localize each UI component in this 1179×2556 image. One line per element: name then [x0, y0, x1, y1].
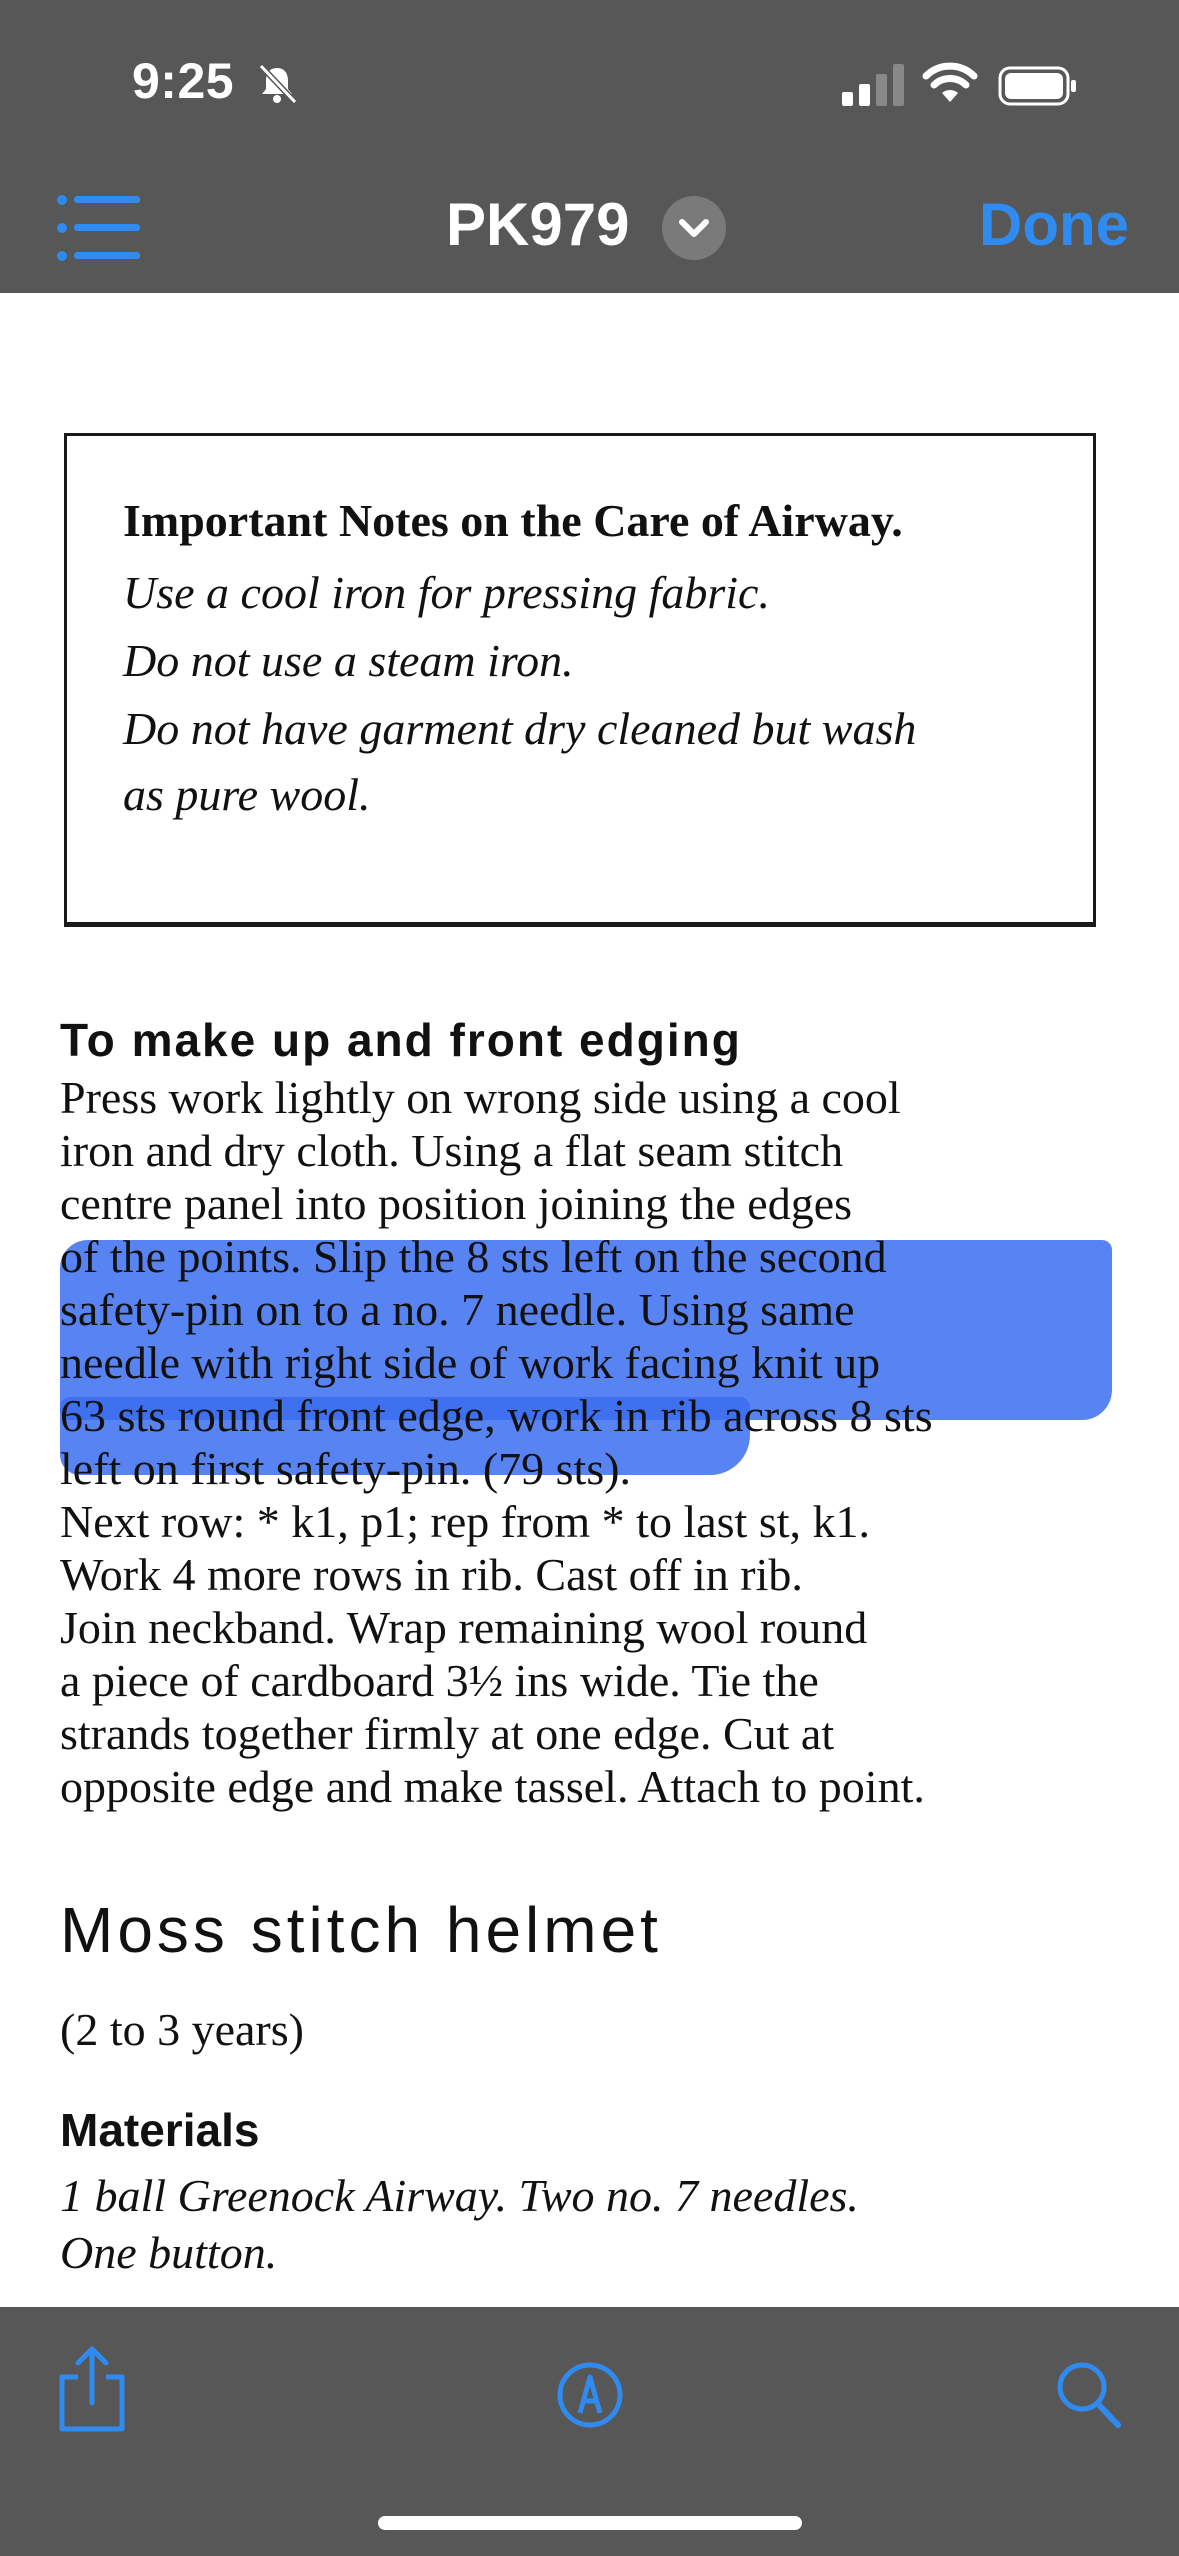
- care-notes-title: Important Notes on the Care of Airway.: [123, 495, 903, 546]
- edging-instructions: [60, 1071, 1100, 1871]
- text-line: Work 4 more rows in rib. Cast off in rib.: [60, 1549, 803, 1600]
- text-line: a piece of cardboard 3½ ins wide. Tie the: [60, 1655, 819, 1706]
- materials-text: [60, 2169, 1100, 2279]
- text-line: strands together firmly at one edge. Cut at: [60, 1708, 835, 1759]
- text-line: Next row: * k1, p1; rep from * to last st, k1.: [60, 1496, 871, 1547]
- home-indicator[interactable]: [378, 2516, 802, 2530]
- care-note-line: Do not have garment dry cleaned but wash: [123, 703, 917, 754]
- text-line: safety-pin on to a no. 7 needle. Using same: [60, 1284, 855, 1335]
- markup-icon[interactable]: [550, 2343, 630, 2435]
- text-line: One button.: [60, 2227, 278, 2278]
- search-icon[interactable]: [1048, 2343, 1128, 2435]
- document-page: [0, 293, 1179, 2307]
- care-note-line: Do not use a steam iron.: [123, 635, 574, 686]
- share-icon[interactable]: [52, 2343, 132, 2435]
- text-line: left on first safety-pin. (79 sts).: [60, 1443, 632, 1494]
- edging-heading: To make up and front edging: [60, 1014, 742, 1066]
- helmet-heading: Moss stitch helmet: [60, 1894, 662, 1966]
- done-button[interactable]: Done: [979, 191, 1129, 258]
- care-notes-box: [64, 433, 1096, 927]
- document-title[interactable]: PK979: [446, 191, 630, 258]
- care-note-line: as pure wool.: [123, 769, 371, 820]
- text-line: Press work lightly on wrong side using a cool: [60, 1072, 901, 1123]
- title-menu-button[interactable]: [662, 196, 726, 260]
- status-time: 9:25: [132, 53, 235, 109]
- text-line: centre panel into position joining the edges: [60, 1178, 853, 1229]
- care-note-line: Use a cool iron for pressing fabric.: [123, 567, 770, 618]
- wifi-icon: [922, 62, 978, 106]
- bell-slash-icon: [255, 62, 299, 106]
- text-line: opposite edge and make tassel. Attach to point.: [60, 1761, 925, 1812]
- text-line: of the points. Slip the 8 sts left on the second: [60, 1231, 887, 1282]
- list-icon[interactable]: [56, 192, 140, 264]
- text-line: 63 sts round front edge, work in rib across 8 sts: [60, 1390, 933, 1441]
- helmet-subtitle: (2 to 3 years): [60, 2004, 304, 2055]
- battery-icon: [998, 66, 1078, 106]
- text-line: iron and dry cloth. Using a flat seam stitch: [60, 1125, 844, 1176]
- chevron-down-icon: [662, 196, 726, 260]
- nav-bar: [0, 170, 1179, 293]
- text-line: 1 ball Greenock Airway. Two no. 7 needles.: [60, 2170, 859, 2221]
- text-line: Join neckband. Wrap remaining wool round: [60, 1602, 868, 1653]
- materials-heading: Materials: [60, 2104, 260, 2156]
- status-bar: [0, 0, 1179, 170]
- cellular-signal-icon: [842, 64, 906, 106]
- text-line: needle with right side of work facing knit up: [60, 1337, 881, 1388]
